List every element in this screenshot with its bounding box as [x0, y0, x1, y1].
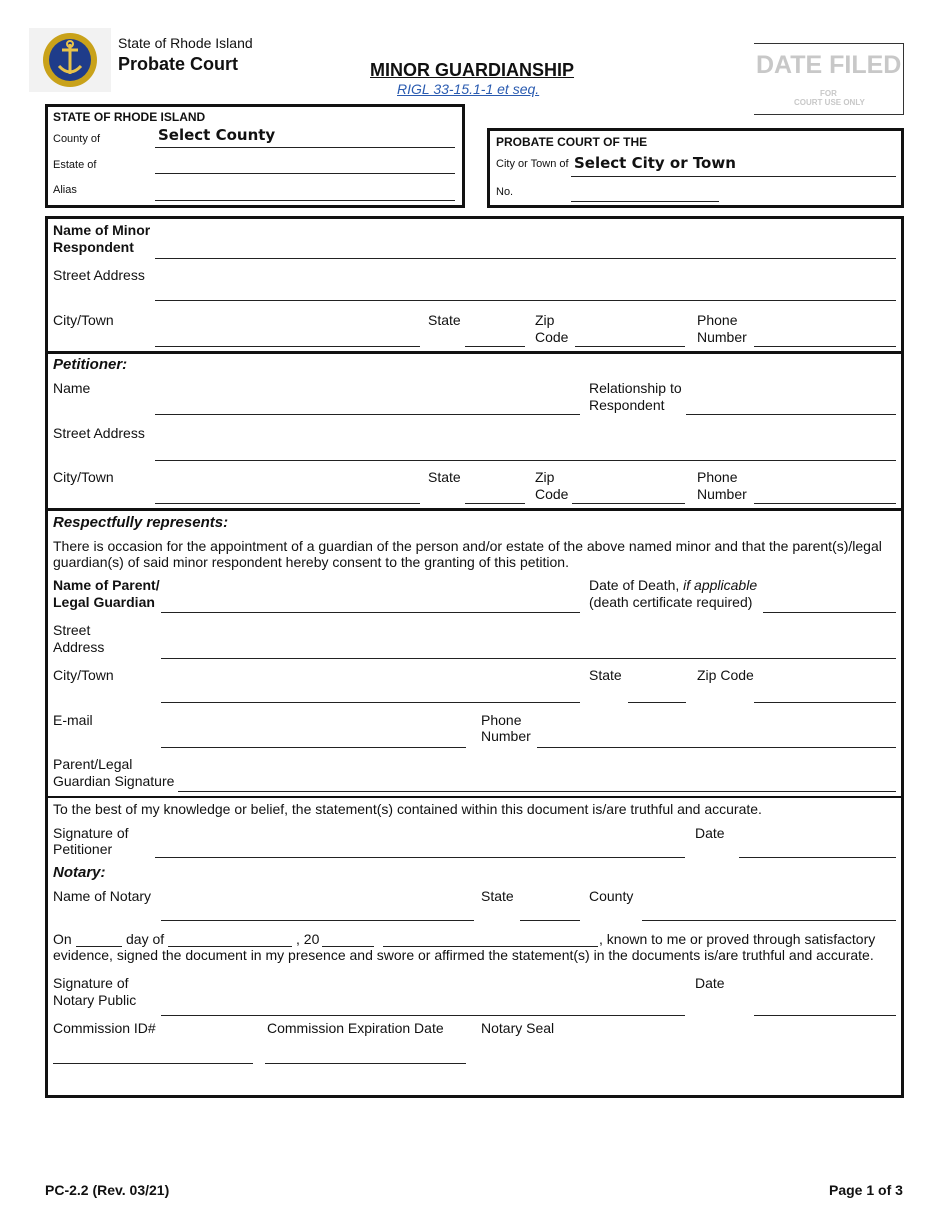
respondent-phone-label-1: Phone — [697, 312, 738, 328]
petitioner-heading: Petitioner: — [53, 356, 128, 373]
parent-phone-field[interactable] — [537, 747, 896, 748]
notary-heading: Notary: — [53, 864, 106, 881]
probate-court-of-label: PROBATE COURT OF THE — [496, 135, 648, 149]
respondent-phone-label-2: Number — [697, 329, 747, 345]
respondent-name-label-2: Respondent — [53, 239, 134, 255]
petitioner-zip-label-2: Code — [535, 486, 569, 502]
notary-name-field[interactable] — [161, 920, 474, 921]
petitioner-state-label: State — [428, 469, 461, 485]
notary-on-label: On — [53, 931, 72, 947]
parent-street-label-1: Street — [53, 622, 91, 638]
date-of-death-field[interactable] — [763, 612, 896, 613]
parent-city-field[interactable] — [161, 702, 580, 703]
petitioner-date-label: Date — [695, 825, 725, 841]
petitioner-signature-label-2: Petitioner — [53, 841, 113, 857]
respondent-state-field[interactable] — [465, 346, 525, 347]
parent-name-label-2: Legal Guardian — [53, 594, 155, 610]
court-name: Probate Court — [118, 54, 239, 74]
divider-petitioner — [45, 351, 904, 354]
page-number: Page 1 of 3 — [829, 1182, 903, 1198]
petitioner-zip-label-1: Zip — [535, 469, 555, 485]
notary-state-field[interactable] — [520, 920, 580, 921]
respondent-city-field[interactable] — [155, 346, 420, 347]
city-town-select[interactable]: Select City or Town — [574, 154, 736, 172]
parent-zip-field[interactable] — [754, 702, 896, 703]
petitioner-city-field[interactable] — [155, 503, 420, 504]
case-no-field[interactable] — [571, 201, 719, 202]
notary-date-label: Date — [695, 975, 725, 991]
commission-exp-label: Commission Expiration Date — [267, 1020, 444, 1036]
petitioner-street-field[interactable] — [155, 460, 896, 461]
represents-heading: Respectfully represents: — [53, 514, 229, 531]
statute-link[interactable]: RIGL 33-15.1-1 et seq. — [397, 81, 540, 97]
notary-signature-label-1: Signature of — [53, 975, 129, 991]
notary-known-text: , known to me or proved through satisfactory — [599, 931, 876, 947]
form-number: PC-2.2 (Rev. 03/21) — [45, 1182, 170, 1198]
alias-label: Alias — [53, 184, 77, 196]
state-name: State of Rhode Island — [118, 35, 253, 51]
relationship-field[interactable] — [686, 414, 896, 415]
for-court-use-2: COURT USE ONLY — [794, 98, 865, 107]
parent-signature-field[interactable] — [178, 791, 896, 792]
parent-street-label-2: Address — [53, 639, 105, 655]
divider-attest — [45, 796, 904, 798]
represents-text-1: There is occasion for the appointment of a guardian of the person and/or estate of the above named minor and that the parent(s)/legal — [53, 538, 882, 554]
parent-signature-label-2: Guardian Signature — [53, 773, 175, 789]
date-of-death-text: Date of Death, — [589, 577, 684, 593]
attestation-text: To the best of my knowledge or belief, the statement(s) contained within this document is/are truthful and accurate. — [53, 801, 762, 817]
respondent-city-label: City/Town — [53, 312, 114, 328]
petitioner-zip-field[interactable] — [572, 503, 685, 504]
respondent-name-field[interactable] — [155, 258, 896, 259]
petitioner-date-field[interactable] — [739, 857, 896, 858]
respondent-street-field[interactable] — [155, 300, 896, 301]
parent-name-label-1: Name of Parent/ — [53, 577, 160, 593]
parent-email-field[interactable] — [161, 747, 466, 748]
state-ri-label: STATE OF RHODE ISLAND — [53, 110, 206, 124]
petitioner-name-label: Name — [53, 380, 91, 396]
respondent-zip-field[interactable] — [575, 346, 685, 347]
commission-exp-field[interactable] — [265, 1063, 466, 1064]
court-seal-logo — [29, 28, 111, 92]
respondent-zip-label-1: Zip — [535, 312, 555, 328]
notary-date-field[interactable] — [754, 1015, 896, 1016]
if-applicable-text: if applicable — [683, 577, 758, 593]
notary-signature-field[interactable] — [161, 1015, 685, 1016]
notary-seal-label: Notary Seal — [481, 1020, 555, 1036]
parent-phone-label-1: Phone — [481, 712, 522, 728]
commission-id-label: Commission ID# — [53, 1020, 156, 1036]
petitioner-signature-label-1: Signature of — [53, 825, 129, 841]
relationship-label-2: Respondent — [589, 397, 665, 413]
city-town-label: City or Town of — [496, 158, 569, 170]
date-filed-label: DATE FILED — [756, 51, 902, 79]
respondent-zip-label-2: Code — [535, 329, 569, 345]
form-title: MINOR GUARDIANSHIP — [370, 60, 575, 80]
represents-text-2: guardian(s) of said minor respondent hereby consent to the granting of this petition. — [53, 554, 569, 570]
petitioner-city-label: City/Town — [53, 469, 114, 485]
parent-zip-label: Zip Code — [697, 667, 754, 683]
date-of-death-label-2: (death certificate required) — [589, 594, 753, 610]
alias-field[interactable] — [155, 200, 455, 201]
commission-id-field[interactable] — [53, 1063, 253, 1064]
notary-name-label: Name of Notary — [53, 888, 152, 904]
parent-city-label: City/Town — [53, 667, 114, 683]
estate-field[interactable] — [155, 173, 455, 174]
petitioner-phone-label-1: Phone — [697, 469, 738, 485]
county-line — [155, 147, 455, 148]
county-select[interactable]: Select County — [158, 126, 276, 144]
respondent-phone-field[interactable] — [754, 346, 896, 347]
parent-state-field[interactable] — [628, 702, 686, 703]
divider-represents — [45, 508, 904, 511]
main-form-box — [45, 216, 904, 1098]
city-town-line — [571, 176, 896, 177]
parent-name-field[interactable] — [161, 612, 580, 613]
parent-email-label: E-mail — [53, 712, 93, 728]
respondent-name-label-1: Name of Minor — [53, 222, 151, 238]
notary-county-label: County — [589, 888, 634, 904]
notary-day-of-label: day of — [126, 931, 165, 947]
petitioner-state-field[interactable] — [465, 503, 525, 504]
petitioner-signature-field[interactable] — [155, 857, 685, 858]
notary-year-prefix: , 20 — [296, 931, 320, 947]
date-of-death-label-1 — [589, 577, 757, 594]
parent-state-label: State — [589, 667, 622, 683]
notary-state-label: State — [481, 888, 514, 904]
notary-evidence-text: evidence, signed the document in my presence and swore or affirmed the statement(s) in the documents is/are truthful and accurate. — [53, 947, 874, 963]
petitioner-name-field[interactable] — [155, 414, 580, 415]
parent-street-field[interactable] — [161, 658, 896, 659]
petitioner-phone-label-2: Number — [697, 486, 747, 502]
estate-label: Estate of — [53, 159, 97, 171]
relationship-label-1: Relationship to — [589, 380, 682, 396]
case-no-label: No. — [496, 186, 514, 198]
respondent-state-label: State — [428, 312, 461, 328]
for-court-use-1: FOR — [820, 89, 837, 98]
parent-phone-label-2: Number — [481, 728, 531, 744]
county-label: County of — [53, 133, 101, 145]
petitioner-street-label: Street Address — [53, 425, 145, 441]
respondent-street-label: Street Address — [53, 267, 145, 283]
notary-county-field[interactable] — [642, 920, 896, 921]
notary-signature-label-2: Notary Public — [53, 992, 137, 1008]
petitioner-phone-field[interactable] — [754, 503, 896, 504]
parent-signature-label-1: Parent/Legal — [53, 756, 133, 772]
